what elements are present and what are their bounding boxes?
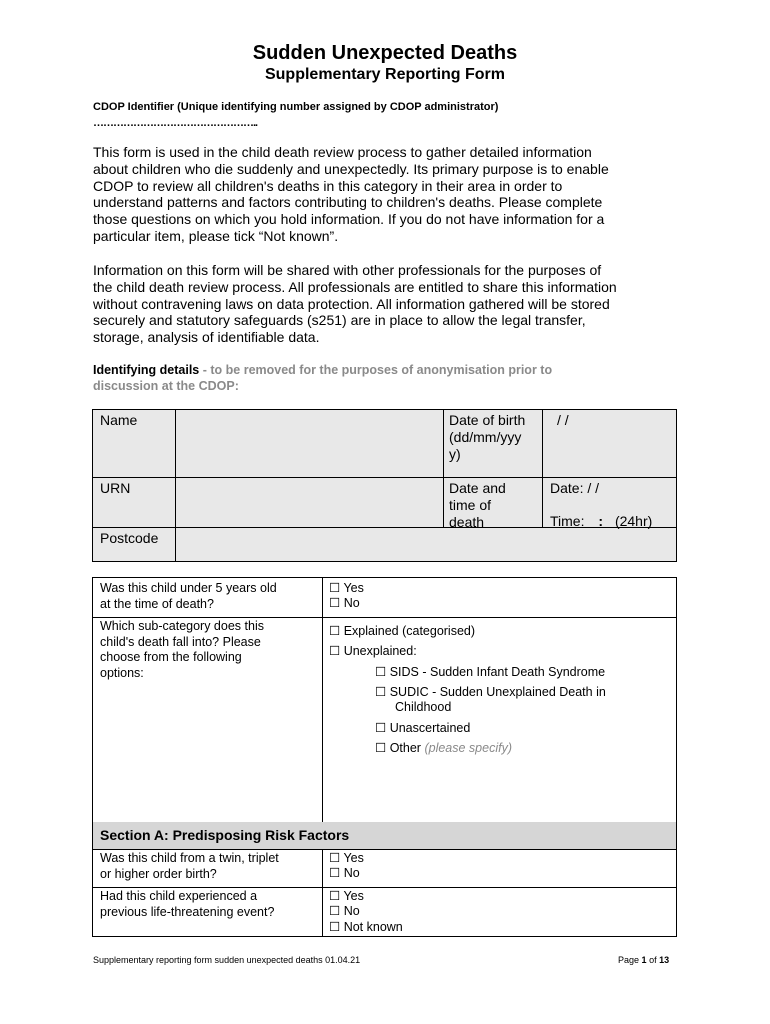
cdop-identifier-field[interactable]: ………………………………………….. [93, 117, 258, 129]
multiple-birth-no-option[interactable]: ☐ No [329, 866, 360, 880]
checkbox-icon[interactable]: ☐ [329, 624, 341, 638]
dob-field[interactable]: / / [557, 412, 569, 428]
identifying-details-heading: Identifying details - to be removed for the purposes of anonymisation prior to discussion at the CDOP: [93, 363, 553, 393]
footer-document-name: Supplementary reporting form sudden unexpected deaths 01.04.21 [93, 955, 361, 965]
life-threatening-not-known-option[interactable]: ☐ Not known [329, 920, 403, 934]
intro-paragraph-1: This form is used in the child death review process to gather detailed information about children who die suddenly and unexpectedly. Its primary purpose is to enable CDOP to review all children's deaths in this category in their area in order to understand patterns and factors contributing to children's deaths. Please complete those questions on which you hold information. If you do not have information for a particular item, please tick “Not known”. [93, 144, 609, 244]
form-subtitle: Supplementary Reporting Form [264, 66, 506, 83]
checkbox-icon[interactable]: ☐ [329, 644, 341, 658]
footer-page-number: Page 1 of 13 [618, 955, 670, 965]
multiple-birth-yes-option[interactable]: ☐ Yes [329, 851, 364, 865]
explained-option[interactable]: ☐ Explained (categorised) [329, 624, 476, 638]
unexplained-option[interactable]: ☐ Unexplained: [329, 644, 417, 658]
checkbox-icon[interactable]: ☐ [329, 889, 341, 903]
life-threatening-no-option[interactable]: ☐ No [329, 904, 360, 918]
sudic-option-continued: Childhood [395, 700, 452, 714]
question-sub-category: Which sub-category does this child's death fall into? Please choose from the following options: [100, 619, 264, 680]
checkbox-icon[interactable]: ☐ [375, 665, 387, 679]
date-time-of-death-label: Date and time of death [449, 480, 506, 530]
unascertained-option[interactable]: ☐ Unascertained [375, 721, 471, 735]
section-a-header: Section A: Predisposing Risk Factors [93, 822, 676, 849]
form-title: Sudden Unexpected Deaths [252, 42, 518, 64]
under-5-no-option[interactable]: ☐ No [329, 596, 360, 610]
sids-option[interactable]: ☐ SIDS - Sudden Infant Death Syndrome [375, 665, 606, 679]
cdop-identifier-label: CDOP Identifier (Unique identifying number assigned by CDOP administrator) [93, 101, 499, 113]
checkbox-icon[interactable]: ☐ [329, 596, 341, 610]
checkbox-icon[interactable]: ☐ [375, 741, 387, 755]
checkbox-icon[interactable]: ☐ [329, 851, 341, 865]
checkbox-icon[interactable]: ☐ [329, 904, 341, 918]
sudic-option[interactable]: ☐ SUDIC - Sudden Unexplained Death in [375, 685, 606, 699]
name-label: Name [100, 412, 138, 428]
postcode-field[interactable] [177, 528, 675, 561]
question-multiple-birth: Was this child from a twin, triplet or higher order birth? [100, 851, 279, 881]
checkbox-icon[interactable]: ☐ [329, 920, 341, 934]
checkbox-icon[interactable]: ☐ [375, 685, 387, 699]
checkbox-icon[interactable]: ☐ [329, 581, 341, 595]
question-life-threatening-event: Had this child experienced a previous life-threatening event? [100, 889, 275, 919]
postcode-label: Postcode [100, 530, 159, 546]
time-of-death-field[interactable]: Time: : (24hr) [550, 513, 653, 529]
checkbox-icon[interactable]: ☐ [329, 866, 341, 880]
other-option[interactable]: ☐ Other (please specify) [375, 741, 512, 755]
question-under-5: Was this child under 5 years old at the time of death? [100, 581, 277, 611]
name-field[interactable] [177, 411, 442, 476]
date-of-death-field[interactable]: Date: / / [550, 480, 600, 496]
intro-paragraph-2: Information on this form will be shared with other professionals for the purposes of the child death review process. All professionals are entitled to share this information without contravening laws on data protection. All information gathered will be stored securely and statutory safeguards (s251) are in place to allow the legal transfer, storage, analysis of identifiable data. [93, 262, 617, 346]
urn-field[interactable] [177, 478, 442, 526]
identifying-details-table [92, 409, 677, 562]
checkbox-icon[interactable]: ☐ [375, 721, 387, 735]
urn-label: URN [100, 480, 131, 496]
under-5-yes-option[interactable]: ☐ Yes [329, 581, 364, 595]
questions-table [92, 577, 677, 937]
dob-label: Date of birth (dd/mm/yyy y) [449, 412, 526, 462]
life-threatening-yes-option[interactable]: ☐ Yes [329, 889, 364, 903]
